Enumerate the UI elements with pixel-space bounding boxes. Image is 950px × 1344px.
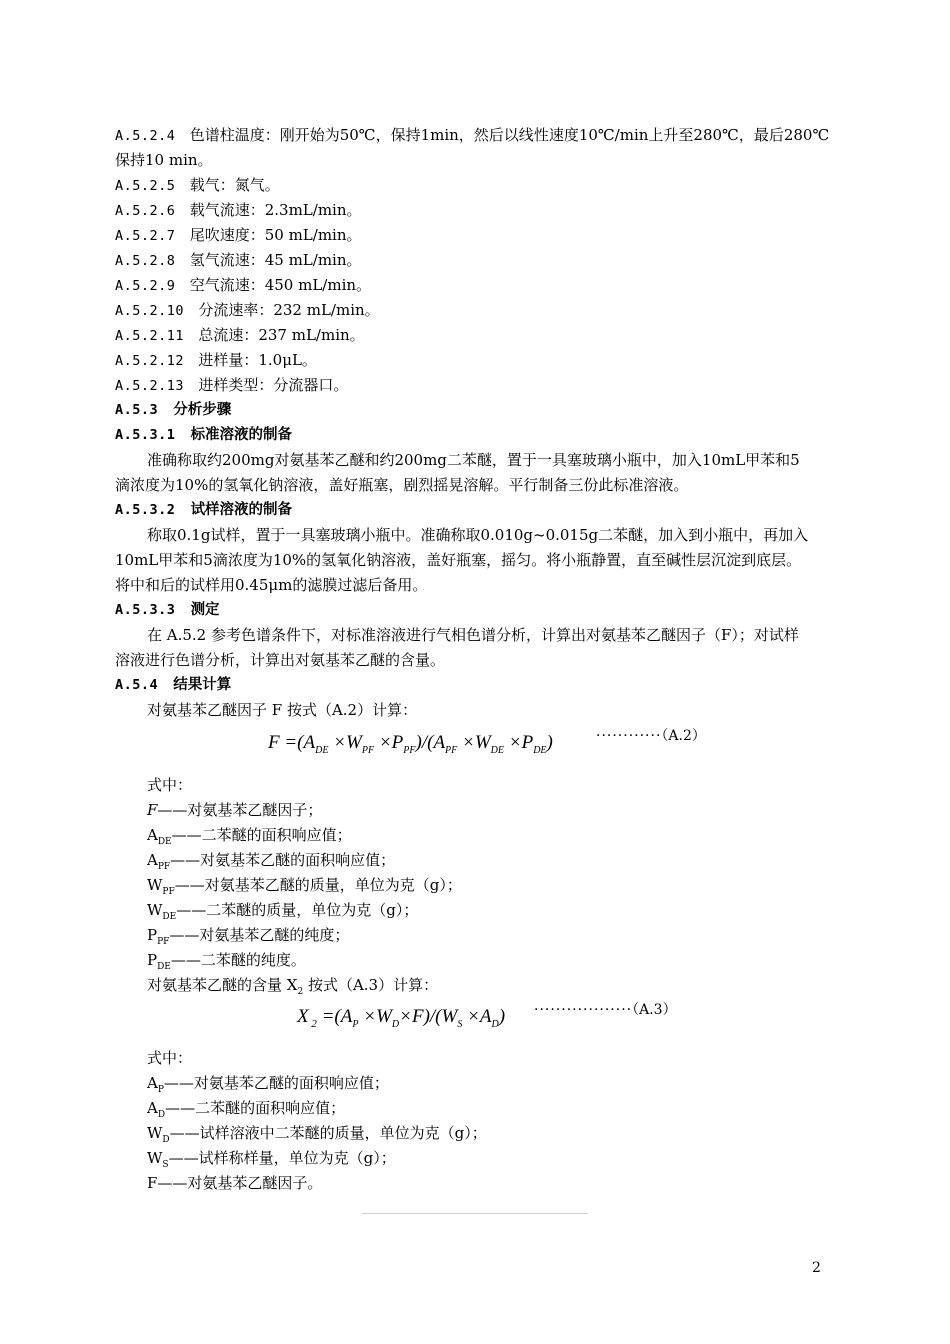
variable-subscript: S [162,1160,169,1170]
formula-a2-number: ············（A.2） [596,728,706,744]
page-number: 2 [812,1260,821,1276]
variable-definition [147,1098,345,1125]
variable-definition [147,925,349,952]
section-a531-heading [115,425,292,445]
variable-subscript: P [157,1085,164,1095]
variable-text: ——二苯醚的面积响应值； [171,826,352,844]
clause-a5212 [115,350,317,371]
section-number: A.5.3.2 [115,502,176,518]
formula-symbol: F [411,1006,424,1027]
formula-subscript: PF [361,744,375,756]
formula-symbol: A [479,1006,492,1027]
formula-symbol: A [340,1006,353,1027]
formula-subscript: DE [490,744,505,756]
formula-subscript: S [457,1018,463,1030]
variable-subscript: D [157,1110,166,1120]
clause-text: 进样类型：分流器口。 [198,376,349,394]
variable-subscript: PF [157,937,170,947]
variable-definition [147,1073,389,1100]
formula-symbol: P [521,732,534,753]
section-number: A.5.4 [115,677,159,693]
section-title: 分析步骤 [173,402,232,418]
paragraph-line: 滴浓度为10%的氢氧化钠溶液，盖好瓶塞，剧烈摇晃溶解。平行制备三份此标准溶液。 [115,476,689,494]
variable-text: ——二苯醚的面积响应值； [165,1099,346,1117]
variable-subscript: D [162,1135,170,1145]
section-a533-heading [115,600,220,620]
variable-text: ——对氨基苯乙醚的纯度； [169,926,350,944]
variable-definition [147,1148,396,1175]
variable-symbol: P [147,951,158,969]
paragraph-line: 10mL甲苯和5滴浓度为10%的氢氧化钠溶液，盖好瓶塞，摇匀。将小瓶静置，直至碱性层沉淀到底层。 [115,551,802,569]
variable-definition [147,875,462,902]
variable-symbol: W [147,901,163,919]
variable-symbol: W [147,1124,163,1142]
clause-text: 载气：氮气。 [189,176,280,194]
clause-text: 尾吹速度：50 mL/min。 [189,226,362,244]
clause-number: A.5.2.12 [115,353,185,369]
variable-subscript: PF [162,887,175,897]
clause-text: 总流速：237 mL/min。 [198,326,365,344]
paragraph-line: 将中和后的试样用0.45μm的滤膜过滤后备用。 [115,576,428,594]
end-rule [362,1213,588,1214]
formula-subscript: PF [403,744,416,756]
formula-label: （A.2） [661,728,706,744]
variable-symbol: W [147,1149,163,1167]
variable-text: ——试样溶液中二苯醚的质量，单位为克（g）； [169,1124,487,1142]
clause-a526 [115,200,362,221]
variable-text: ——对氨基苯乙醚的面积响应值； [163,1074,389,1092]
clause-a528 [115,250,362,271]
formula-symbol: P [391,732,404,753]
variable-definition [147,1123,487,1150]
formula-symbol: W [346,732,362,753]
formula-subscript: P [352,1018,359,1030]
formula-subscript: D [391,1018,400,1030]
formula-subscript: DE [315,744,329,756]
variable-subscript: PF [157,862,171,872]
variable-subscript: DE [162,912,177,922]
formula-symbol: F [268,732,280,753]
variable-text: ——试样称样量，单位为克（g）； [168,1149,396,1167]
variable-definition [147,1173,322,1193]
intro-text: 对氨基苯乙醚的含量 X [147,976,298,994]
clause-number: A.5.2.9 [115,278,176,294]
variable-symbol: F [147,1174,158,1192]
formula-symbol: A [433,732,446,753]
where-label: 式中： [147,1049,193,1067]
variable-symbol: A [147,851,158,869]
variable-symbol: F [147,801,158,819]
variable-symbol: W [147,876,163,894]
variable-definition [147,950,306,977]
paragraph-line: 在 A.5.2 参考色谱条件下，对标准溶液进行气相色谱分析，计算出对氨基苯乙醚因子（F）；对试样 [147,626,799,644]
formula-symbol: W [441,1006,458,1027]
where-label: 式中： [147,776,193,794]
section-number: A.5.3 [115,402,159,418]
variable-definition [147,800,322,820]
intro-subscript: 2 [297,987,304,997]
formula-subscript: DE [533,744,547,756]
variable-text: ——对氨基苯乙醚因子； [157,801,323,819]
clause-a5210 [115,300,380,321]
section-a532-heading [115,500,292,520]
variable-subscript: DE [157,962,171,972]
variable-symbol: A [147,1099,158,1117]
section-title: 试样溶液的制备 [190,502,293,518]
clause-number: A.5.2.10 [115,303,185,319]
variable-symbol: A [147,826,158,844]
variable-text: ——二苯醚的纯度。 [170,951,306,969]
variable-definition [147,825,352,852]
intro-text: 按式（A.3）计算： [303,976,439,994]
paragraph-line: 溶液进行色谱分析，计算出对氨基苯乙醚的含量。 [115,651,446,669]
variable-text: ——对氨基苯乙醚的面积响应值； [170,851,396,869]
clause-a524-continued: 保持10 min。 [115,151,213,169]
paragraph-line: 准确称取约200mg对氨基苯乙醚和约200mg二苯醚，置于一具塞玻璃小瓶中，加入10mL甲苯和5 [147,451,800,469]
formula-symbol: W [376,1006,392,1027]
clause-text: 分流速率：232 mL/min。 [198,301,380,319]
clause-a524 [115,125,829,146]
section-title: 测定 [190,602,220,618]
variable-text: ——二苯醚的质量，单位为克（g）； [176,901,419,919]
clause-number: A.5.2.7 [115,228,176,244]
clause-number: A.5.2.8 [115,253,176,269]
formula-symbol: A [303,732,316,753]
formula-a2: $F =(A_{DE} \times W_{PF} \times P_{PF})/(A_{PF} \times W_{DE} \times P_{DE})$ [268,732,553,756]
formula-label: （A.3） [632,1002,677,1018]
variable-text: ——对氨基苯乙醚因子。 [157,1174,323,1192]
formula-a3-intro [147,975,438,1002]
clause-text: 载气流速：2.3mL/min。 [189,201,362,219]
section-number: A.5.3.1 [115,427,176,443]
clause-number: A.5.2.5 [115,178,176,194]
formula-subscript: D [491,1018,499,1030]
clause-a529 [115,275,371,296]
variable-symbol: A [147,1074,158,1092]
variable-subscript: DE [157,837,172,847]
variable-definition [147,850,395,877]
clause-number: A.5.2.4 [115,128,176,144]
variable-definition [147,900,418,927]
clause-a5213 [115,375,348,396]
formula-a2-intro: 对氨基苯乙醚因子 F 按式（A.2）计算： [147,701,418,719]
section-a53-heading [115,400,231,420]
clause-a527 [115,225,362,246]
section-title: 标准溶液的制备 [190,427,293,443]
section-number: A.5.3.3 [115,602,176,618]
formula-a3-number: ··················（A.3） [534,1002,677,1018]
variable-text: ——对氨基苯乙醚的质量，单位为克（g）； [174,876,462,894]
section-a54-heading [115,675,231,695]
clause-a525 [115,175,280,196]
clause-a5211 [115,325,365,346]
variable-symbol: P [147,926,158,944]
formula-symbol: W [474,732,491,753]
clause-number: A.5.2.13 [115,378,185,394]
clause-number: A.5.2.11 [115,328,185,344]
section-title: 结果计算 [173,677,232,693]
clause-number: A.5.2.6 [115,203,176,219]
formula-subscript: PF [445,744,458,756]
clause-text: 氢气流速：45 mL/min。 [189,251,362,269]
clause-text: 色谱柱温度：刚开始为50℃，保持1min，然后以线性速度10℃/min上升至280℃，最后280℃ [189,126,830,144]
formula-a3: X $_2 =(A_P \times W_D\times F)/(W_S \times A_D)$ [297,1006,506,1030]
paragraph-line: 称取0.1g试样，置于一具塞玻璃小瓶中。准确称取0.010g~0.015g二苯醚，加入到小瓶中，再加入 [147,526,809,544]
clause-text: 进样量：1.0μL。 [198,351,317,369]
clause-text: 空气流速：450 mL/min。 [189,276,372,294]
